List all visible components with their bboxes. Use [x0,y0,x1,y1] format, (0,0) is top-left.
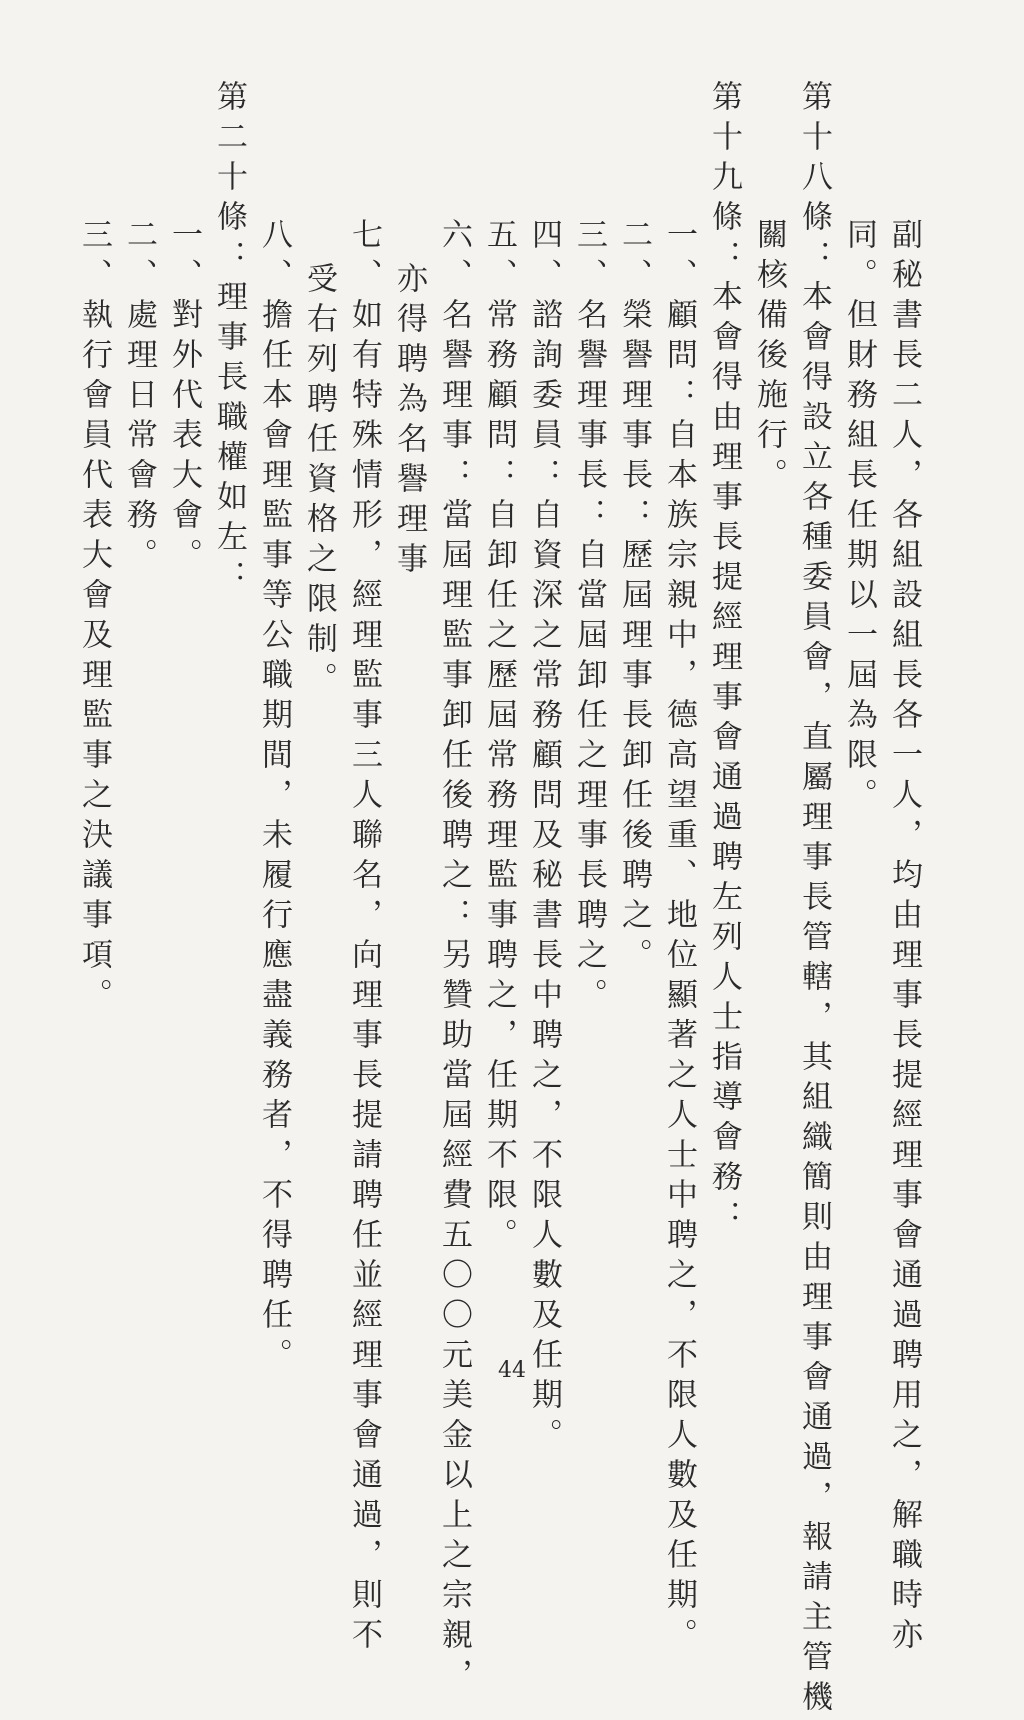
article-19-heading: 第十九條：本會得由理事長提經理事會通過聘左列人士指導會務： [706,80,742,1240]
list-item: 七、如有特殊情形，經理監事三人聯名，向理事長提請聘任並經理事會通過，則不 [346,218,382,1658]
list-item: 二、榮譽理事長：歷屆理事長卸任後聘之。 [616,218,652,978]
list-item: 六、名譽理事：當屆理監事卸任後聘之：另贊助當屆經費五〇〇元美金以上之宗親， [436,218,472,1698]
text-column: 關核備後施行。 [751,218,787,498]
list-item: 一、對外代表大會。 [166,218,202,578]
text-column: 副秘書長二人，各組設組長各一人，均由理事長提經理事會通過聘用之，解職時亦 [886,218,922,1658]
text-column: 同。但財務組長任期以一屆為限。 [841,218,877,818]
list-item: 五、常務顧問：自卸任之歷屆常務理監事聘之，任期不限。 [481,218,517,1258]
page-number: 44 [498,1358,526,1383]
article-20-heading: 第二十條：理事長職權如左： [211,80,247,600]
list-item: 三、名譽理事長：自當屆卸任之理事長聘之。 [571,218,607,1018]
list-item: 三、執行會員代表大會及理監事之決議事項。 [76,218,112,1018]
list-item: 二、處理日常會務。 [121,218,157,578]
list-item: 四、諮詢委員：自資深之常務顧問及秘書長中聘之，不限人數及任期。 [526,218,562,1458]
list-item-continuation: 亦得聘為名譽理事 [391,262,427,582]
list-item: 八、擔任本會理監事等公職期間，未履行應盡義務者，不得聘任。 [256,218,292,1378]
list-item-continuation: 受右列聘任資格之限制。 [301,262,337,702]
list-item: 一、顧問：自本族宗親中，德高望重、地位顯著之人士中聘之，不限人數及任期。 [661,218,697,1658]
article-18-heading: 第十八條：本會得設立各種委員會，直屬理事長管轄，其組織簡則由理事會通過，報請主管機 [796,80,832,1720]
